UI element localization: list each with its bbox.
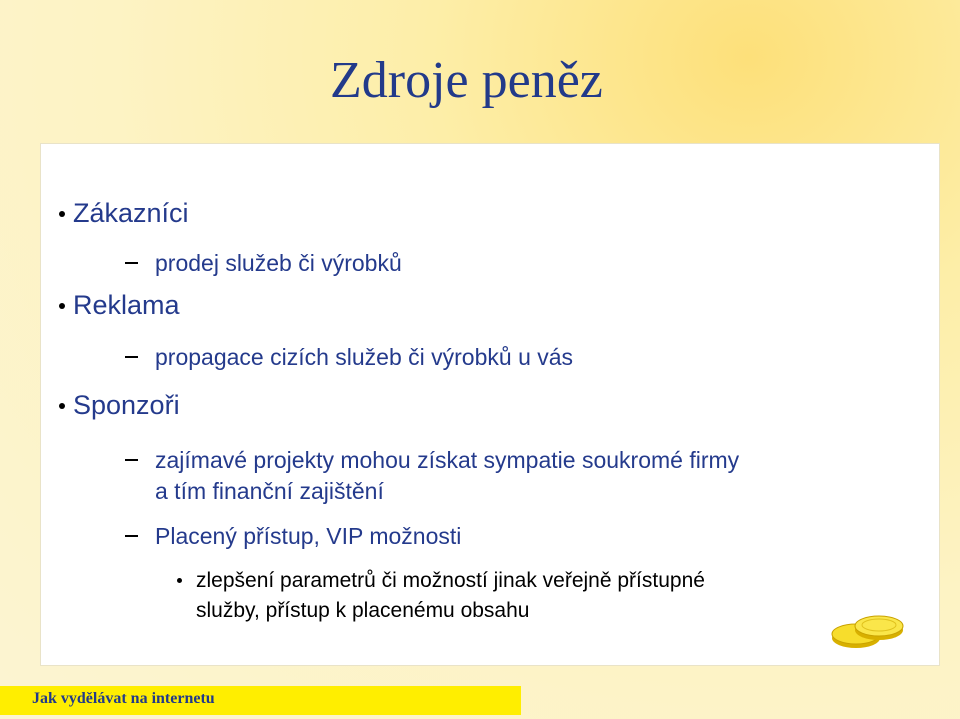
bullet-item-zakaznici [73, 197, 189, 229]
bullet-dot-icon [59, 211, 65, 217]
bullet-dot-icon [59, 303, 65, 309]
bullet-item-sponzori [73, 389, 180, 421]
sub-sub-item [196, 566, 705, 595]
sub-item-text: Placený přístup, VIP možnosti [155, 523, 462, 549]
gold-coins-icon [826, 608, 908, 650]
sub-item-text: zajímavé projekty mohou získat sympatie soukromé firmy [155, 447, 740, 473]
dash-icon [125, 459, 138, 461]
sub-item [155, 521, 461, 551]
dash-icon [125, 356, 138, 358]
bullet-dot-icon [59, 403, 65, 409]
sub-sub-item-text: zlepšení parametrů či možností jinak veřejně přístupné [196, 569, 705, 592]
sub-item [155, 342, 573, 372]
slide-title: Zdroje peněz [330, 52, 603, 109]
sub-item-text: propagace cizích služeb či výrobků u vás [155, 344, 574, 370]
bullet-dot-icon [177, 578, 182, 583]
bullet-item-reklama [73, 289, 180, 321]
sub-sub-item-continuation [196, 596, 529, 625]
sub-item [155, 248, 402, 278]
sub-item-text: a tím finanční zajištění [155, 478, 384, 504]
sub-item [155, 445, 739, 475]
dash-icon [125, 262, 138, 264]
sub-item-text: prodej služeb či výrobků [155, 250, 402, 276]
dash-icon [125, 535, 138, 537]
sub-item-continuation [155, 476, 384, 506]
sub-sub-item-text: služby, přístup k placenému obsahu [196, 599, 530, 622]
bullet-label: Reklama [73, 290, 180, 320]
bullet-label: Zákazníci [73, 198, 189, 228]
bullet-label: Sponzoři [73, 390, 180, 420]
footer-text: Jak vydělávat na internetu [32, 690, 215, 707]
